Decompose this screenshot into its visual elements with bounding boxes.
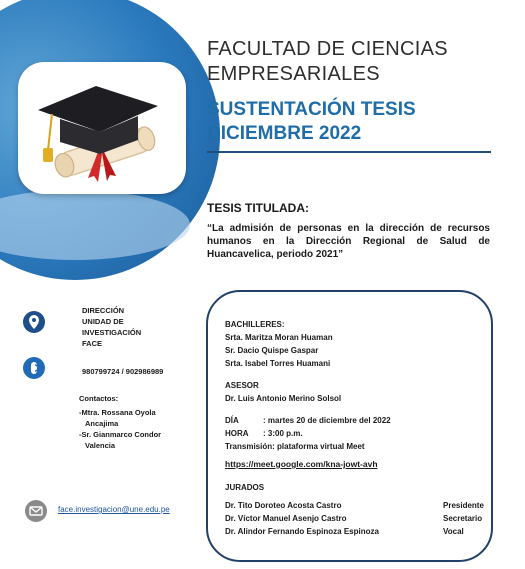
contact-line: -Sr. Gianmarco Condor [79, 430, 162, 439]
jurado-row [225, 499, 495, 512]
title-line-2: DICIEMBRE 2022 [207, 123, 362, 144]
transmision-text: Transmisión: plataforma virtual Meet [225, 442, 365, 451]
bachiller-name: Srta. Maritza Moran Huaman [225, 333, 333, 342]
meet-link[interactable]: https://meet.google.com/kna-jowt-avh [225, 459, 378, 469]
page-title [207, 98, 507, 146]
jurados-label: JURADOS [225, 483, 265, 492]
jurado-role: Presidente [443, 501, 484, 510]
graduation-cap-card [18, 62, 186, 194]
jurado-name: Dr. Tito Doroteo Acosta Castro [225, 501, 342, 510]
title-line-1: SUSTENTACIÓN TESIS [207, 99, 416, 120]
direccion-line: FACE [82, 339, 103, 348]
contact-line: Ancajima [85, 419, 119, 428]
email-icon [25, 500, 47, 522]
email-link[interactable]: face.investigacion@une.edu.pe [58, 505, 170, 514]
phone-number: 980799724 / 902986989 [82, 367, 164, 376]
direccion-line: DIRECCIÓN [82, 306, 125, 315]
direccion-line: UNIDAD DE [82, 317, 124, 326]
jurado-row [225, 512, 495, 525]
phone-icon [23, 357, 45, 379]
location-pin-icon [23, 311, 45, 333]
dia-row [225, 414, 495, 427]
tesis-label: TESIS TITULADA: [207, 201, 309, 215]
contact-line: Valencia [85, 441, 116, 450]
hora-row [225, 427, 495, 440]
jurado-row [225, 525, 495, 538]
tesis-title: “La admisión de personas en la dirección de recursos humanos en la Dirección Regional de Salud de Huancavelica, periodo 2021” [207, 223, 490, 260]
jurado-role: Secretario [443, 514, 483, 523]
jurados-list [225, 499, 495, 538]
graduation-cap-icon [18, 62, 186, 194]
jurado-name: Dr. Víctor Manuel Asenjo Castro [225, 514, 347, 523]
jurado-name: Dr. Alindor Fernando Espinoza Espinoza [225, 527, 379, 536]
contact-line: -Mtra. Rossana Oyola [79, 408, 156, 417]
asesor-name: Dr. Luis Antonio Merino Solsol [225, 394, 342, 403]
dia-value: : martes 20 de diciembre del 2022 [263, 416, 391, 425]
faculty-line-1: FACULTAD DE CIENCIAS [207, 38, 448, 60]
bachiller-name: Sr. Dacio Quispe Gaspar [225, 346, 319, 355]
details-content [225, 318, 495, 538]
bachilleres-label: BACHILLERES: [225, 320, 285, 329]
title-divider [207, 151, 491, 153]
faculty-line-2: EMPRESARIALES [207, 63, 380, 85]
contacts-label: Contactos: [79, 394, 119, 403]
bachiller-name: Srta. Isabel Torres Huamani [225, 359, 331, 368]
faculty-name [207, 37, 507, 87]
jurado-role: Vocal [443, 527, 464, 536]
dia-label: DÍA [225, 416, 239, 425]
direccion-line: INVESTIGACIÓN [82, 328, 142, 337]
contacts-block [79, 393, 161, 451]
asesor-label: ASESOR [225, 381, 259, 390]
hora-value: : 3:00 p.m. [263, 429, 303, 438]
hora-label: HORA [225, 429, 249, 438]
direccion-block [82, 305, 141, 349]
